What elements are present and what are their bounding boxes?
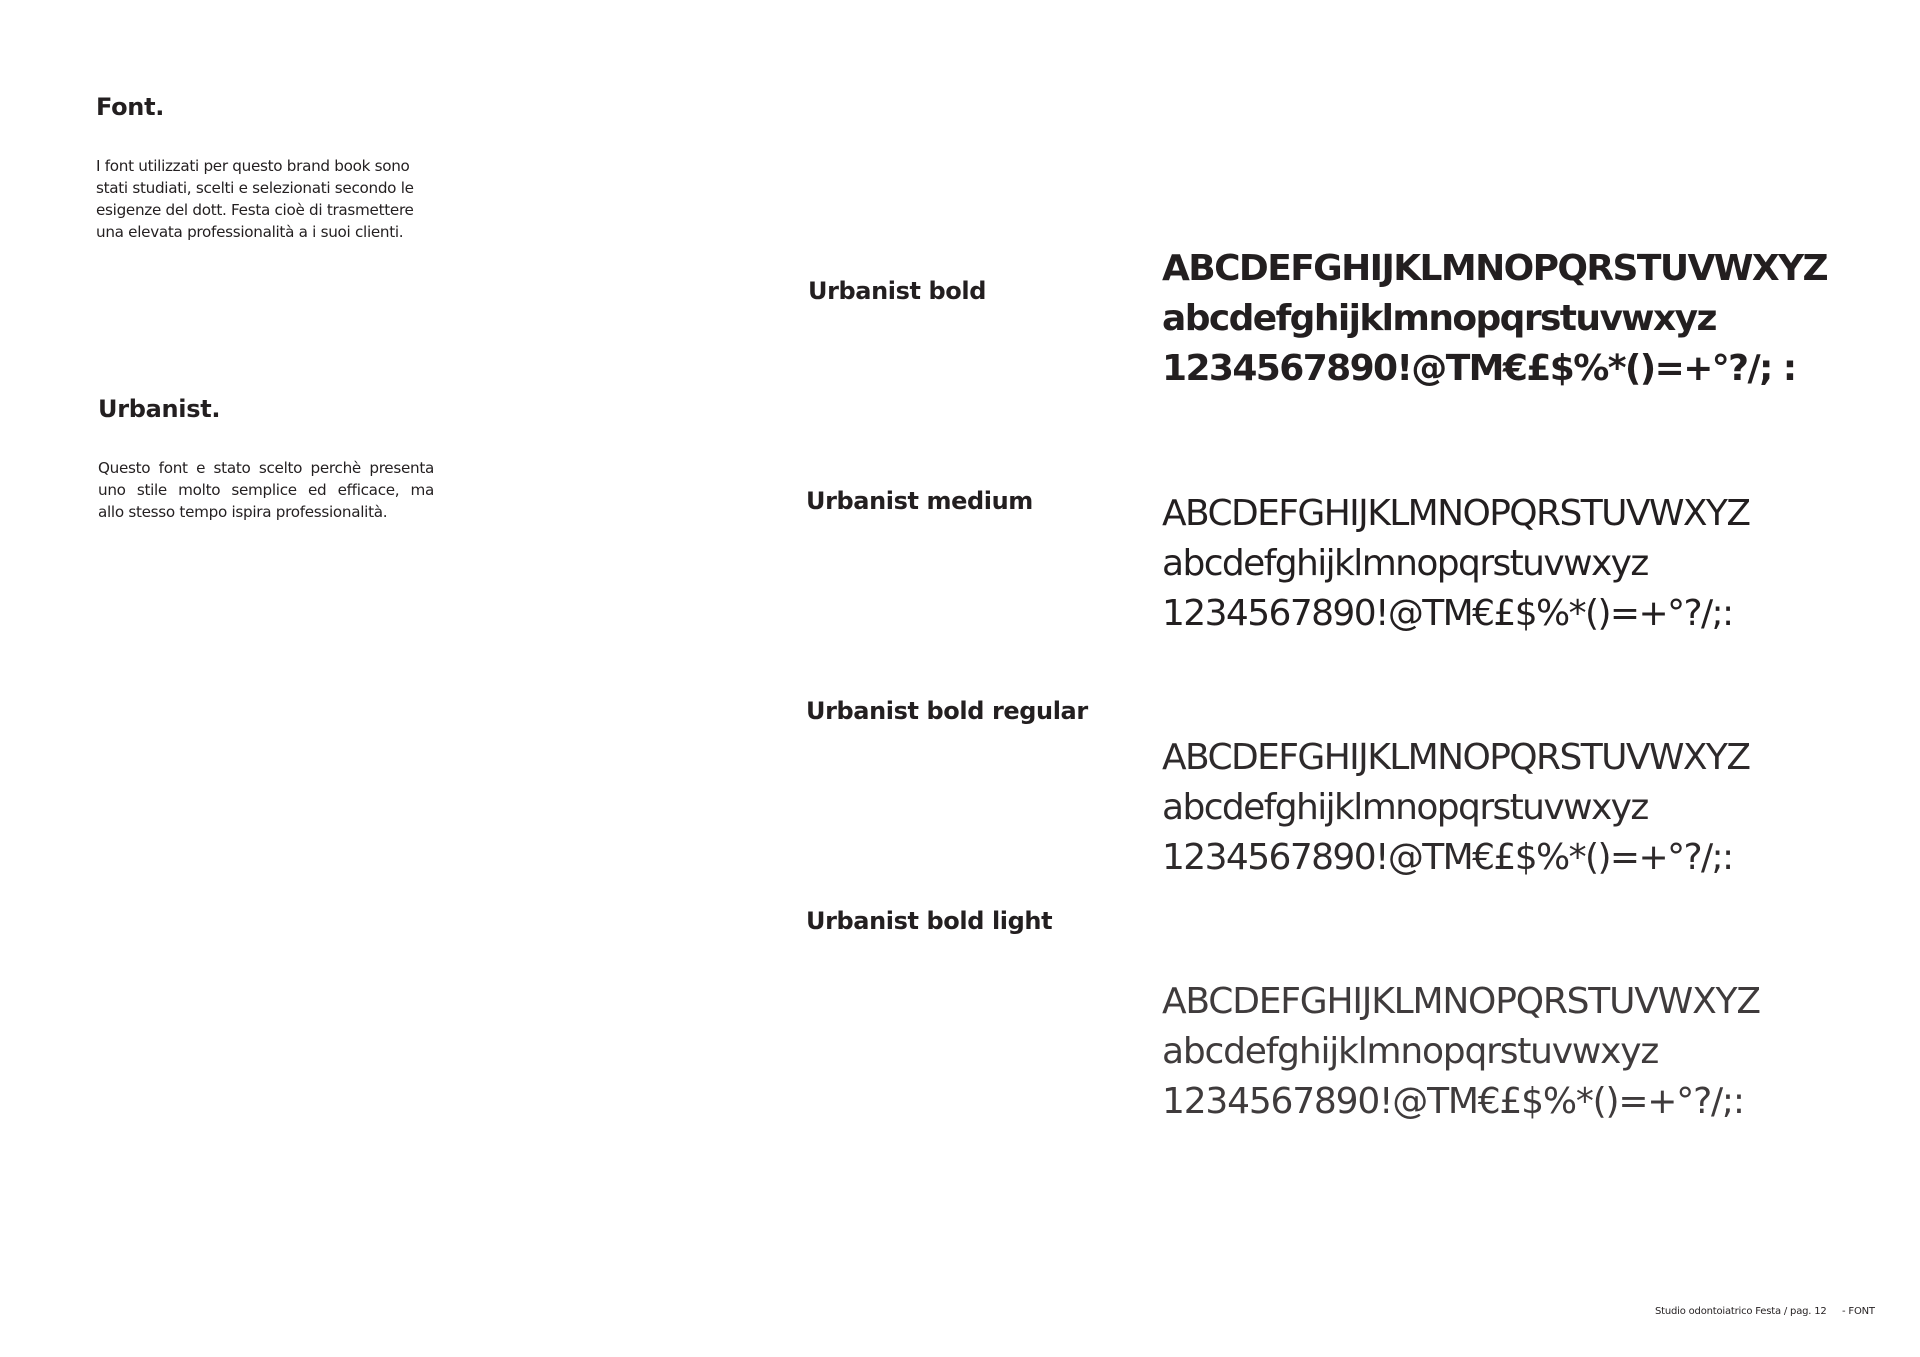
specimen-lowercase-line: abcdefghijklmnopqrstuvwxyz (1162, 298, 1716, 339)
specimen-numerals-line: 1234567890!@TM€£$%*()=+°?/; : (1162, 348, 1796, 389)
specimen-lowercase-line: abcdefghijklmnopqrstuvwxyz (1162, 1031, 1659, 1072)
specimen-uppercase-line: ABCDEFGHIJKLMNOPQRSTUVWXYZ (1162, 248, 1827, 289)
font-description-line: una elevata professionalità a i suoi clienti. (96, 223, 404, 241)
font-section-title: Font. (96, 93, 165, 121)
footer-page-reference: Studio odontoiatrico Festa / pag. 12 (1655, 1306, 1827, 1317)
specimen-label-medium: Urbanist medium (806, 487, 1033, 515)
specimen-glyphs-regular (1162, 733, 1749, 883)
specimen-glyphs-light (1162, 977, 1760, 1127)
urbanist-description-line: allo stesso tempo ispira professionalità. (98, 503, 388, 521)
specimen-label-bold: Urbanist bold (808, 277, 986, 305)
specimen-numerals-line: 1234567890!@TM€£$%*()=+°?/;: (1162, 593, 1733, 634)
specimen-lowercase-line: abcdefghijklmnopqrstuvwxyz (1162, 543, 1648, 584)
specimen-numerals-line: 1234567890!@TM€£$%*()=+°?/;: (1162, 1081, 1744, 1122)
specimen-lowercase-line: abcdefghijklmnopqrstuvwxyz (1162, 787, 1648, 828)
font-description-line: stati studiati, scelti e selezionati secondo le (96, 179, 414, 197)
specimen-glyphs-bold (1162, 244, 1827, 394)
font-description-line: esigenze del dott. Festa cioè di trasmettere (96, 201, 414, 219)
font-description-line: I font utilizzati per questo brand book sono (96, 157, 410, 175)
specimen-uppercase-line: ABCDEFGHIJKLMNOPQRSTUVWXYZ (1162, 981, 1760, 1022)
specimen-numerals-line: 1234567890!@TM€£$%*()=+°?/;: (1162, 837, 1733, 878)
specimen-label-light: Urbanist bold light (806, 907, 1053, 935)
specimen-uppercase-line: ABCDEFGHIJKLMNOPQRSTUVWXYZ (1162, 737, 1750, 778)
specimen-label-regular: Urbanist bold regular (806, 697, 1088, 725)
footer-section-name: - FONT (1842, 1306, 1875, 1317)
specimen-glyphs-medium (1162, 489, 1749, 639)
urbanist-description-line: uno stile molto semplice ed efficace, ma (98, 481, 434, 499)
font-section-description (96, 155, 432, 243)
urbanist-section-description (98, 457, 434, 523)
urbanist-section-title: Urbanist. (98, 395, 221, 423)
urbanist-description-line: Questo font e stato scelto perchè presenta (98, 459, 434, 477)
specimen-uppercase-line: ABCDEFGHIJKLMNOPQRSTUVWXYZ (1162, 493, 1750, 534)
